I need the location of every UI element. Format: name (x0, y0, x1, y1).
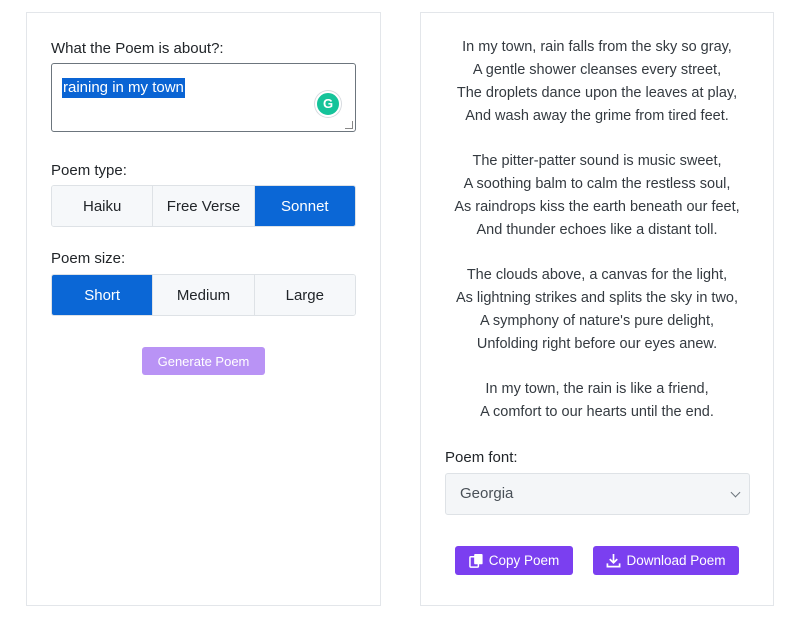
poem-type-haiku[interactable]: Haiku (52, 186, 153, 226)
poem-line: In my town, rain falls from the sky so gray, (462, 39, 732, 55)
poem-line: A comfort to our hearts until the end. (480, 404, 714, 420)
poem-type-label: Poem type: (51, 162, 127, 179)
poem-type-sonnet[interactable]: Sonnet (255, 186, 355, 226)
poem-stanza (421, 264, 773, 356)
poem-line: The clouds above, a canvas for the light, (466, 267, 728, 283)
resize-handle-icon[interactable] (345, 121, 353, 129)
copy-poem-label: Copy Poem (488, 553, 560, 568)
poem-size-short[interactable]: Short (52, 275, 153, 315)
poem-type-group (51, 185, 356, 227)
copy-icon (469, 553, 484, 568)
poem-line: The droplets dance upon the leaves at play, (456, 85, 738, 101)
poem-line: Unfolding right before our eyes anew. (476, 336, 718, 352)
poem-size-large[interactable]: Large (255, 275, 355, 315)
topic-label: What the Poem is about?: (51, 40, 224, 57)
topic-textarea[interactable] (51, 63, 356, 132)
generate-poem-button[interactable]: Generate Poem (142, 347, 265, 375)
poem-stanza (421, 36, 773, 128)
poem-line: A gentle shower cleanses every street, (472, 62, 722, 78)
poem-line: As raindrops kiss the earth beneath our feet, (454, 199, 740, 215)
poem-size-medium[interactable]: Medium (153, 275, 254, 315)
poem-stanza (421, 150, 773, 242)
topic-text: raining in my town (63, 79, 184, 96)
poem-line: The pitter-patter sound is music sweet, (472, 153, 722, 169)
poem-form-panel (26, 12, 381, 606)
poem-line: And wash away the grime from tired feet. (465, 108, 729, 124)
poem-output-panel (420, 12, 774, 606)
copy-poem-button[interactable] (455, 546, 573, 575)
poem-size-group (51, 274, 356, 316)
poem-font-select[interactable] (445, 473, 750, 515)
poem-line: A soothing balm to calm the restless soul, (463, 176, 731, 192)
download-poem-button[interactable] (593, 546, 739, 575)
grammarly-icon[interactable]: G (315, 91, 341, 117)
poem-text (421, 36, 773, 424)
download-icon (606, 553, 621, 568)
poem-line: In my town, the rain is like a friend, (485, 381, 709, 397)
chevron-down-icon (731, 488, 741, 498)
poem-line: As lightning strikes and splits the sky in two, (455, 290, 739, 306)
download-poem-label: Download Poem (626, 553, 726, 568)
poem-stanza (421, 378, 773, 424)
poem-line: A symphony of nature's pure delight, (479, 313, 715, 329)
poem-font-value: Georgia (460, 485, 514, 502)
poem-size-label: Poem size: (51, 250, 126, 267)
poem-line: And thunder echoes like a distant toll. (476, 222, 718, 238)
poem-type-free-verse[interactable]: Free Verse (153, 186, 254, 226)
poem-font-label: Poem font: (445, 449, 518, 466)
